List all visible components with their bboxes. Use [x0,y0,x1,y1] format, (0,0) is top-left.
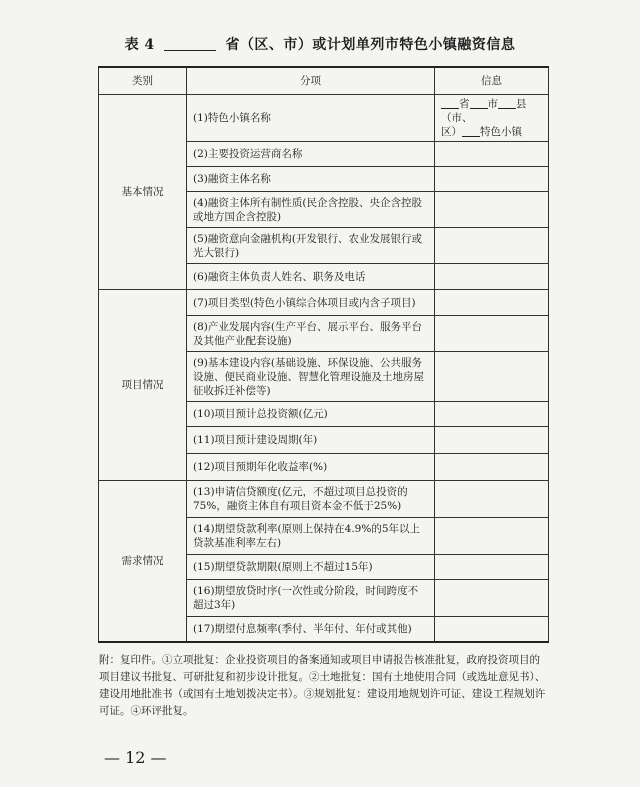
page-number: — 12 — [104,748,167,767]
info-cell [435,580,549,617]
item-cell: (13)申请信贷额度(亿元，不超过项目总投资的75%，融资主体自有项目资本金不低于25%) [187,481,435,518]
header-category: 类别 [99,67,187,95]
info-cell [435,228,549,264]
item-cell: (3)融资主体名称 [187,167,435,192]
blank-line [470,97,488,109]
info-cell [435,481,549,518]
item-cell: (4)融资主体所有制性质(民企含控股、央企含控股或地方国企含控股) [187,192,435,228]
info-cell [435,290,549,316]
item-cell: (6)融资主体负责人姓名、职务及电话 [187,264,435,290]
info-cell [435,454,549,481]
info-cell [435,617,549,642]
table-row [99,290,549,316]
item-cell: (15)期望贷款期限(原则上不超过15年) [187,555,435,580]
financing-info-table [98,66,549,643]
county-label: 县（市、 [441,98,527,124]
table-number: 表 4 [124,37,155,53]
blank-line [462,125,480,137]
item-cell: (2)主要投资运营商名称 [187,142,435,167]
info-cell [435,264,549,290]
info-cell [435,518,549,555]
item-cell: (12)项目预期年化收益率(%) [187,454,435,481]
info-cell [435,427,549,454]
district-label: 区） [441,126,462,138]
item-cell: (8)产业发展内容(生产平台、展示平台、服务平台及其他产业配套设施) [187,316,435,352]
attachment-note: 附：复印件。①立项批复：企业投资项目的备案通知或项目申请报告核准批复，政府投资项目的项目建议书批复、可研批复和初步设计批复。②土地批复：国有土地使用合同（或选址意见书）、建设用地批准书（或国有土地划拨决定书）。③规划批复：建设用地规划许可证、建设工程规划许可证。④环评批复。 [99,654,546,717]
info-cell [435,167,549,192]
item-cell: (17)期望付息频率(季付、半年付、年付或其他) [187,617,435,642]
title-blank-line [164,36,216,51]
category-cell: 需求情况 [99,481,187,642]
item-cell: (7)项目类型(特色小镇综合体项目或内含子项目) [187,290,435,316]
item-cell: (11)项目预计建设周期(年) [187,427,435,454]
info-cell [435,352,549,402]
table-body [99,95,549,642]
info-cell [435,95,549,142]
item-cell: (1)特色小镇名称 [187,95,435,142]
item-cell: (16)期望放贷时序(一次性或分阶段，时间跨度不超过3年) [187,580,435,617]
table-header-row [99,67,549,95]
financing-info-table-wrap [98,66,548,643]
table-title [0,34,640,54]
city-label: 市 [487,98,498,110]
item-cell: (5)融资意向金融机构(开发银行、农业发展银行或光大银行) [187,228,435,264]
table-title-text: 省（区、市）或计划单列市特色小镇融资信息 [225,37,516,53]
category-cell: 基本情况 [99,95,187,290]
info-cell [435,555,549,580]
town-label: 特色小镇 [480,126,522,138]
info-cell [435,192,549,228]
category-cell: 项目情况 [99,290,187,481]
table-row [99,481,549,518]
info-cell [435,402,549,427]
item-cell: (9)基本建设内容(基础设施、环保设施、公共服务设施、便民商业设施、智慧化管理设施及土地房屋征收拆迁补偿等) [187,352,435,402]
info-cell [435,142,549,167]
item-cell: (14)期望贷款利率(原则上保持在4.9%的5年以上贷款基准利率左右) [187,518,435,555]
info-cell [435,316,549,352]
item-cell: (10)项目预计总投资额(亿元) [187,402,435,427]
header-item: 分项 [187,67,435,95]
blank-line [498,97,516,109]
blank-line [441,97,459,109]
table-row [99,95,549,142]
header-info: 信息 [435,67,549,95]
province-label: 省 [459,98,470,110]
